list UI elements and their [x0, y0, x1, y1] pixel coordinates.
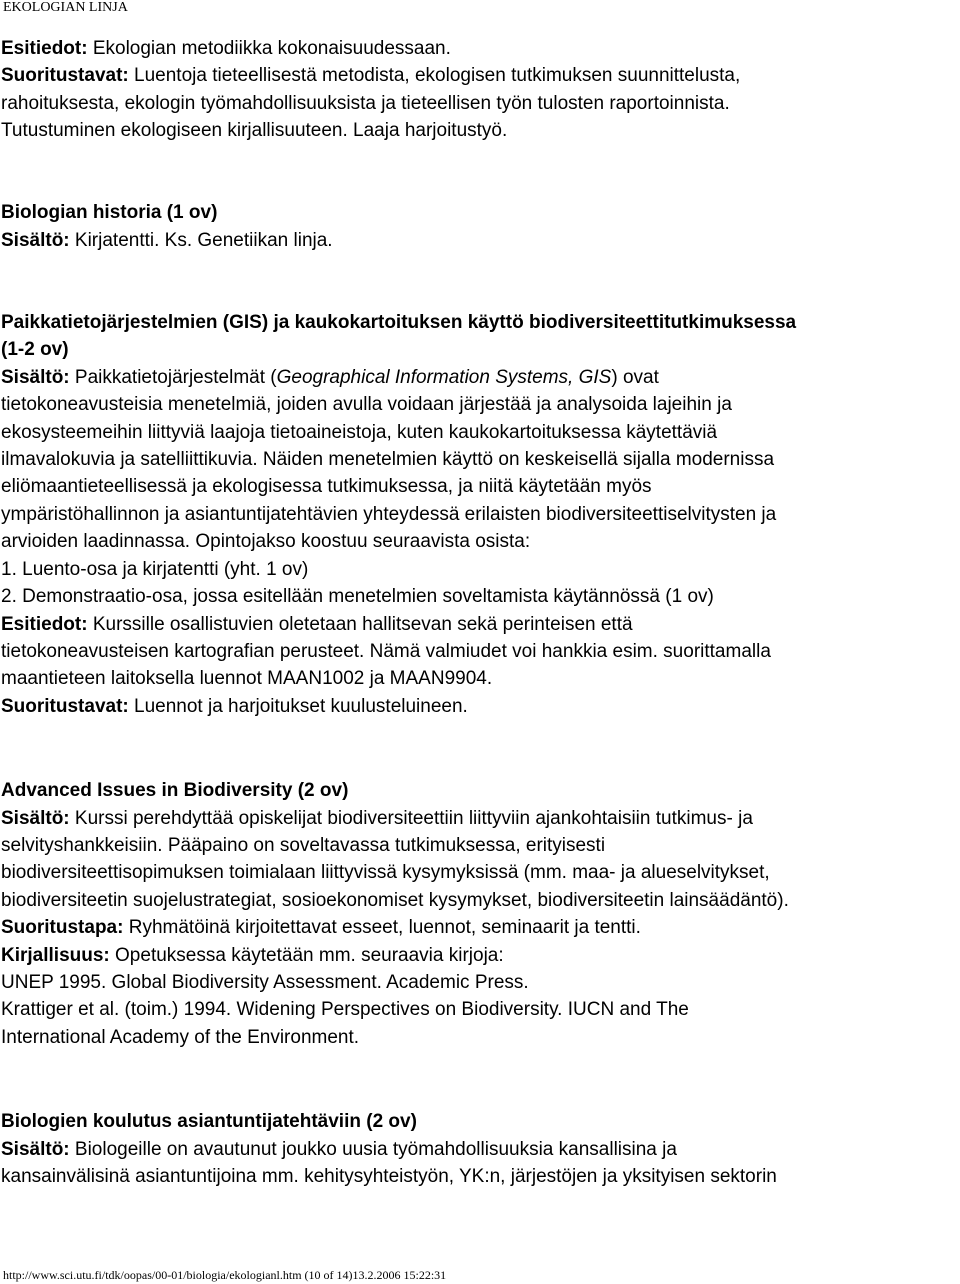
label: Sisältö:: [1, 807, 70, 829]
course-title-gis: Paikkatietojärjestelmien (GIS) ja kaukokartoituksen käyttö biodiversiteettitutkimuksessa: [1, 312, 797, 334]
s1-line: Tutustuminen ekologiseen kirjallisuuteen. Laaja harjoitustyö.: [1, 120, 508, 142]
s5-sisalto: [1, 1136, 959, 1163]
s3-list-item: 1. Luento-osa ja kirjatentti (yht. 1 ov): [1, 558, 309, 580]
page-header: EKOLOGIAN LINJA: [3, 0, 128, 15]
s3-sisalto: [1, 364, 959, 391]
course-title-gis-credits: (1-2 ov): [1, 339, 69, 361]
label: Suoritustavat:: [1, 65, 129, 87]
s4-reference: Krattiger et al. (toim.) 1994. Widening Perspectives on Biodiversity. IUCN and The: [1, 999, 689, 1021]
label: Suoritustavat:: [1, 695, 129, 717]
label: Sisältö:: [1, 229, 70, 251]
s2-sisalto: [1, 227, 959, 254]
label: Sisältö:: [1, 366, 70, 388]
s3-line: ympäristöhallinnon ja asiantuntijatehtävien yhteydessä erilaisten biodiversiteettiselvitysten ja: [1, 503, 777, 525]
s4-line: biodiversiteetin suojelustrategiat, sosioekonomiset kysymykset, biodiversiteetin lainsäädäntö).: [1, 889, 789, 911]
text: Kurssille osallistuvien oletetaan hallitsevan sekä perinteisen että: [87, 613, 633, 635]
course-title-advanced-issues: Advanced Issues in Biodiversity (2 ov): [1, 780, 349, 802]
text: Kirjatentti. Ks. Genetiikan linja.: [69, 229, 333, 251]
label: Esitiedot:: [1, 38, 88, 59]
text-italic: Geographical Information Systems, GIS: [276, 366, 612, 388]
page-footer-url: http://www.sci.utu.fi/tdk/oopas/00-01/biologia/ekologianl.htm (10 of 14)13.2.2006 15:22:31: [3, 1268, 447, 1282]
s1-suoritustavat: [1, 62, 959, 89]
label: Kirjallisuus:: [1, 944, 110, 966]
s4-reference-cont: International Academy of the Environment.: [1, 1026, 360, 1048]
s3-line: tietokoneavusteisen kartografian perusteet. Nämä valmiudet voi hankkia esim. suorittamalla: [1, 640, 771, 662]
s3-suoritustavat: [1, 693, 959, 720]
s1-esitiedot: [1, 35, 959, 62]
s3-esitiedot: [1, 611, 959, 638]
text: Ryhmätöinä kirjoitettavat esseet, luennot, seminaarit ja tentti.: [123, 917, 641, 939]
page-content: [1, 35, 959, 1190]
label: Esitiedot:: [1, 613, 88, 635]
s3-line: ilmavalokuvia ja satelliittikuvia. Näiden menetelmien käyttö on keskeisellä sijalla modernissa: [1, 449, 775, 471]
text: Paikkatietojärjestelmät (: [69, 366, 277, 388]
text: Biologeille on avautunut joukko uusia työmahdollisuuksia kansallisina ja: [69, 1138, 677, 1160]
s3-line: ekosysteemeihin liittyviä laajoja tietoaineistoja, kuten kaukokartoituksessa käytettäviä: [1, 421, 718, 443]
text: Kurssi perehdyttää opiskelijat biodiversiteettiin liittyviin ajankohtaisiin tutkimus- ja: [69, 807, 753, 829]
course-title-biologian-historia: Biologian historia (1 ov): [1, 202, 218, 224]
s3-line: tietokoneavusteisia menetelmiä, joiden avulla voidaan järjestää ja analysoida lajeihin ja: [1, 394, 732, 416]
s1-line: rahoituksesta, ekologin työmahdollisuuksista ja tieteellisen työn tulosten raportoinnista.: [1, 92, 730, 114]
text: Luentoja tieteellisestä metodista, ekologisen tutkimuksen suunnittelusta,: [128, 65, 741, 87]
course-title-koulutus: Biologien koulutus asiantuntijatehtäviin (2 ov): [1, 1111, 417, 1133]
s3-line: eliömaantieteellisessä ja ekologisessa tutkimuksessa, ja niitä käytetään myös: [1, 476, 652, 498]
s4-sisalto: [1, 805, 959, 832]
text: Ekologian metodiikka kokonaisuudessaan.: [87, 38, 451, 59]
s4-kirjallisuus: [1, 942, 959, 969]
label: Suoritustapa:: [1, 917, 124, 939]
s3-line: arvioiden laadinnassa. Opintojakso koostuu seuraavista osista:: [1, 531, 531, 553]
text: Luennot ja harjoitukset kuulusteluineen.: [128, 695, 468, 717]
label: Sisältö:: [1, 1138, 70, 1160]
text: Opetuksessa käytetään mm. seuraavia kirjoja:: [109, 944, 504, 966]
s4-suoritustapa: [1, 914, 959, 941]
s3-list-item: 2. Demonstraatio-osa, jossa esitellään menetelmien soveltamista käytännössä (1 ov): [1, 586, 714, 608]
text: ) ovat: [611, 366, 659, 388]
s4-line: selvityshankkeisiin. Pääpaino on soveltavassa tutkimuksessa, erityisesti: [1, 834, 606, 856]
s3-line: maantieteen laitoksella luennot MAAN1002 ja MAAN9904.: [1, 668, 493, 690]
s4-reference: UNEP 1995. Global Biodiversity Assessment. Academic Press.: [1, 971, 529, 993]
s4-line: biodiversiteettisopimuksen toimialaan liittyvissä kysymyksissä (mm. maa- ja alueselvitykset,: [1, 862, 770, 884]
s5-line: kansainvälisinä asiantuntijoina mm. kehitysyhteistyön, YK:n, järjestöjen ja yksityisen sektorin: [1, 1166, 777, 1187]
